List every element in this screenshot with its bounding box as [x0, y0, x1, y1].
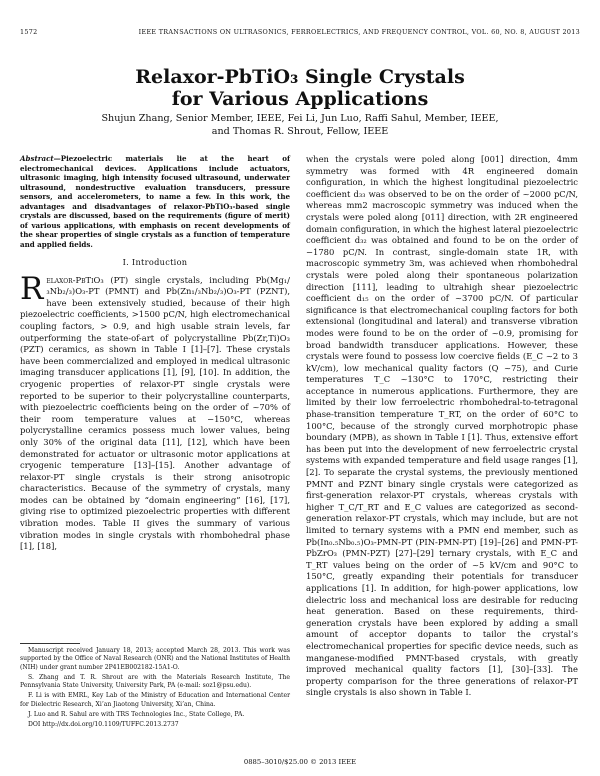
footnote: F. Li is with EMRL, Key Lab of the Ministry of Education and International Center for Dielectric Research, Xi’an Jiaotong University, Xi’an, China.: [20, 692, 290, 708]
intro-text: (PT) single crystals, including Pb(Mg₁/₃Nb₂/₃)O₃-PT (PMNT) and Pb(Zn₁/₃Nb₂/₃)O₃-PT (PZNT), have been extensively studied, because of their high piezoelectric coefficients, >1500 pC/N, high electromechanical coupling factors, > 0.9, and high usable strain levels, far outperforming the state-of-art of polycrystalline Pb(Zr,Ti)O₃ (PZT) ceramics, as shown in Table I [1]–[7]. These crystals have been commercialized and employed in medical ultrasonic imaging transducer applications [1], [9], [10]. In addition, the cryogenic properties of relaxor-PT single crystals were reported to be superior to their polycrystalline counterparts, with piezoelectric coefficients being on the order of ~70% of their room temperature values at −150°C, whereas polycrystalline ceramics possess much lower values, being only 30% of the original data [11], [12], which have been demonstrated for actuator or ultrasonic motor applications at cryogenic temperature [13]–[15]. Another advantage of relaxor-PT single crystals is their strong anisotropic characteristics. Because of the symmetry of crystals, many modes can be obtained by “domain engineering” [16], [17], giving rise to optimized piezoelectric properties with different vibration modes. Table II gives the summary of various vibration modes in single crystals with rhombohedral phase [1], [18],: [20, 274, 290, 552]
footnotes: [20, 647, 290, 732]
author-list: [0, 112, 600, 138]
copyright-line: 0885–3010/$25.00 © 2013 IEEE: [243, 758, 357, 766]
paper-title: [0, 66, 600, 110]
left-column: [20, 154, 290, 553]
section-heading: I. Introduction: [122, 257, 188, 267]
title-line-1: Relaxor-PbTiO₃ Single Crystals: [135, 66, 465, 88]
footnote: Manuscript received January 18, 2013; accepted March 28, 2013. This work was supported by the Office of Naval Research (ONR) and the National Institutes of Health (NIH) under grant number 2P41EB002182-15A1-O.: [20, 647, 290, 671]
title-line-2: for Various Applications: [171, 88, 429, 110]
page-number: 1572: [20, 28, 38, 36]
footnote: J. Luo and R. Sahul are with TRS Technologies Inc., State College, PA.: [28, 711, 245, 719]
footnote: S. Zhang and T. R. Shrout are with the Materials Research Institute, The Pennsylvania State University, University Park, PA (e-mail: soz1@psu.edu).: [20, 673, 290, 690]
journal-name: IEEE TRANSACTIONS ON ULTRASONICS, FERROELECTRICS, AND FREQUENCY CONTROL, VOL. 60, NO. 8, AUGUST 2013: [138, 28, 580, 36]
right-column-text: when the crystals were poled along [001] direction, 4mm symmetry was formed with 4R engineered domain configuration, in which the highest longitudinal piezoelectric coefficient d₃₃ was observed to be on the order of ~2000 pC/N, whereas mm2 macroscopic symmetry was induced when the crystals were poled along [011] direction, with 2R engineered domain configuration, in which the highest lateral piezoelectric coefficient d₃₂ was obtained and found to be on the order of −1780 pC/N. In contrast, single-domain state 1R, with macroscopic symmetry 3m, was achieved when rhombohedral crystals were poled along their spontaneous polarization direction [111], leading to ultrahigh shear piezoelectric coefficient d₁₅ on the order of ~3700 pC/N. Of particular significance is that electromechanical coupling factors for both extensional (longitudinal and lateral) and transverse vibration modes were found to be on the order of ~0.9, promising for broad bandwidth transducer applications. However, these crystals were found to possess low coercive fields (E_C ~2 to 3 kV/cm), low mechanical quality factors (Q ~75), and Curie temperatures T_C ~130°C to 170°C, restricting their acceptance in numerous applications. Furthermore, they are limited by their low ferroelectric rhombohedral-to-tetragonal phase-transition temperature T_RT, on the order of 60°C to 100°C, because of the strongly curved morphotropic phase boundary (MPB), as shown in Table I [1]. Thus, extensive effort has been put into the development of new ferroelectric crystal systems with expanded temperature and field usage ranges [1], [2]. To separate the crystal systems, the previously mentioned PMNT and PZNT binary single crystals were categorized as first-generation relaxor-PT crystals, whereas crystals with higher T_C/T_RT and E_C values are categorized as second-generation relaxor-PT crystals, which may include, but are not limited to ternary systems with a PMN end member, such as Pb(In₀.₅Nb₀.₅)O₃-PMN-PT (PIN-PMN-PT) [19]–[26] and PMN-PT-PbZrO₃ (PMN-PZT) [27]–[29] ternary crystals, with E_C and T_RT values being on the order of ~5 kV/cm and 90°C to 150°C, greatly expanding their potentials for transducer applications [1]. In addition, for high-power applications, low dielectric loss and mechanical loss are desirable for reducing heat generation. Based on these requirements, third-generation crystals have been explored by adding a small amount of acceptor dopants to tailor the crystal’s electromechanical properties for specific device needs, such as manganese-modified PMNT-based crystals, with greatly improved mechanical quality factors [1], [30]–[33]. The property comparison for the three generations of relaxor-PT single crystals is also shown in Table I.: [306, 154, 578, 698]
abstract-text: —Piezoelectric materials lie at the heart of electromechanical devices. Applications include actuators, ultrasonic imaging, high intensity focused ultrasound, underwater ultrasound, nondestructive evaluation transducers, pressure sensors, and accelerometers, to name a few. In this work, the advantages and disadvantages of relaxor-PbTiO₃-based single crystals are discussed, based on the requirements (figure of merit) of various applications, with emphasis on recent developments of the shear properties of single crystals as a function of temperature and applied fields.: [20, 154, 290, 249]
running-header: [20, 28, 580, 40]
authors-line-1: Shujun Zhang, Senior Member, IEEE, Fei Li, Jun Luo, Raffi Sahul, Member, IEEE,: [101, 113, 499, 124]
drop-cap: R: [20, 270, 44, 307]
abstract: [20, 154, 290, 249]
authors-line-2: and Thomas R. Shrout, Fellow, IEEE: [211, 126, 389, 137]
doi-link[interactable]: DOI http://dx.doi.org/10.1109/TUFFC.2013.2737: [28, 721, 179, 729]
intro-paragraph: [20, 270, 290, 553]
intro-lead: elaxor-PbTiO₃: [46, 274, 104, 285]
footnote-rule: [20, 643, 80, 644]
abstract-label: Abstract: [20, 154, 54, 163]
right-column: [306, 154, 578, 699]
